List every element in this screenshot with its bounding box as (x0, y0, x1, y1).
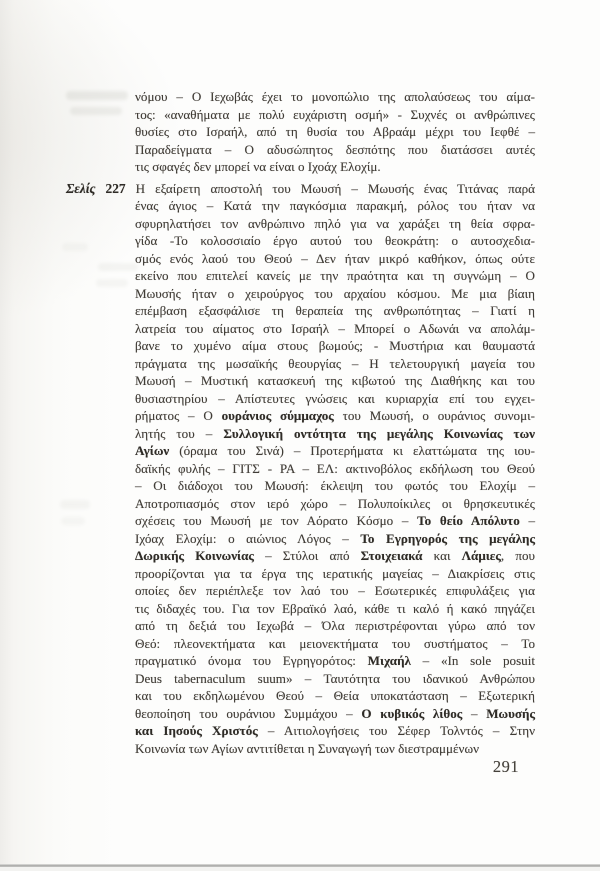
toc-line: προορίζονται για τα έργα της ιερατικής μαγείας – Διακρίσεις στις (135, 565, 535, 581)
toc-line: πράγματα της μωσαϊκής θεουργίας – Η τελετουργική μαγεία του (135, 355, 535, 371)
toc-line: Μωυσής ήταν ο χειρούργος του αρχαίου κόσμου. Με μια βίαιη (135, 285, 535, 301)
toc-line: σμός ενός λαού του Θεού – Δεν ήταν μικρό καθήκον, όπως ούτε (135, 250, 535, 266)
entry-page-ref: 227 (95, 180, 126, 196)
toc-line: σχέσεις του Μωυσή με τον Αόρατο Κόσμο – Το θείο Απόλυτο – (135, 513, 536, 528)
toc-line: πραγματικό όνομα του Εγρηγορότος: Μιχαήλ – «In sole posuit (135, 653, 535, 668)
toc-line: λατρεία του αίματος στο Ισραήλ – Μπορεί ο Αδωνάι να απολάμ- (135, 320, 535, 336)
toc-line: Αποτροπιασμός στον ιερό χώρο – Πολυποίκιλες οι θρησκευτικές (135, 495, 535, 511)
toc-line: και του εκδηλωμένου Θεού – Θεία υποκατάσταση – Εξωτερική (135, 688, 535, 703)
toc-line: Ιχόαχ Ελοχίμ: ο αιώνιος Λόγος – Το Εγρηγορός της μεγάλης (135, 530, 535, 546)
toc-text-column (66, 88, 535, 757)
toc-line: Θεό: πλεονεκτήματα και μειονεκτήματα του συστήματος – Το (135, 635, 535, 651)
toc-line: λητής του – Συλλογική οντότητα της μεγάλης Κοινωνίας των (135, 425, 535, 441)
toc-line: ρήματος – Ο ουράνιος σύμμαχος του Μωυσή, ο ουράνιος συνομι- (135, 408, 535, 423)
toc-block (66, 88, 535, 176)
toc-line: βανε το χυμένο αίμα στους βωμούς; - Μυστήρια και θαυμαστά (135, 338, 535, 353)
toc-line: και Ιησούς Χριστός – Αιτιολογήσεις του Σέφερ Τολντός – Στην (135, 723, 535, 738)
toc-line: γίδα -Το κολοσσιαίο έργο αυτού του θεοκράτη: ο αυτοσχεδια- (135, 233, 535, 248)
toc-line: τις σφαγές δεν μπορεί να είναι ο Ιχοάχ Ελοχίμ. (135, 159, 381, 174)
scanner-edge-below (0, 867, 600, 871)
toc-line: οποίες δεν περιέπλεξε τον λαό του – Εσωτερικές επιφυλάξεις για (135, 583, 535, 598)
toc-line: επέμβαση εξασφάλισε τη θεραπεία της ανθρωπότητας – Γιατί η (135, 303, 535, 318)
toc-line: τος: «αναθήματα με πολύ ευχάριστη οσμή» - Συχνές οι ανθρώπινες (135, 106, 535, 122)
toc-line: Σελίς 227 Η εξαίρετη αποστολή του Μωυσή – Μωυσής ένας Τιτάνας παρά (66, 180, 535, 196)
toc-line: Δωρικής Κοινωνίας – Στύλοι από Στοιχειακά και Λάμιες, που (135, 548, 535, 563)
toc-line: Παραδείγματα – Ο αδυσώπητος δεσπότης που διατάσσει αυτές (135, 141, 535, 157)
toc-line: θυσιαστηρίου – Απίστευτες γνώσεις και κυριαρχία επί του εγχει- (135, 390, 535, 406)
toc-block (66, 180, 535, 758)
toc-line: – Οι διάδοχοι του Μωυσή: έκλειψη του φωτός του Ελοχίμ – (135, 478, 535, 493)
toc-line: Μωυσή – Μυστική κατασκευή της κιβωτού της Διαθήκης και του (135, 373, 535, 388)
toc-line: δαϊκής φυλής – ΓΙΤΣ - ΡΑ – ΕΛ: ακτινοβόλος εκδήλωση του Θεού (135, 460, 535, 476)
toc-line: νόμου – Ο Ιεχωβάς έχει το μονοπώλιο της απολαύσεως του αίμα- (135, 89, 535, 104)
toc-line: τις διδαχές του. Για τον Εβραϊκό λαό, κάθε τι καλό ή κακό πηγάζει (135, 600, 535, 616)
toc-line: Κοινωνία των Αγίων αντιτίθεται η Συναγωγή των διεστραμμένων (135, 740, 479, 756)
toc-line: θεοποίηση του ουράνιου Συμμάχου – Ο κυβικός λίθος – Μωυσής (135, 705, 535, 721)
toc-line: Deus tabernaculum suum» – Ταυτότητα του ιδανικού Ανθρώπου (135, 670, 535, 686)
toc-line: θυσίες στο Ισραήλ, από τη θυσία του Αβραάμ μέχρι του Ιεφθέ – (135, 124, 535, 139)
toc-line: εκείνο που επιτελεί κανείς με την πραότητα και τη συγνώμη – Ο (135, 268, 535, 283)
toc-line: ένας άγιος – Κατά την παγκόσμια παρακμή, ρόλος του ήταν να (135, 198, 535, 213)
entry-label: Σελίς (66, 180, 96, 196)
toc-line: Αγίων (όραμα του Σινά) – Προτερήματα κι ελαττώματα της ιου- (135, 443, 535, 458)
toc-line: από τη δεξιά του Ιεχωβά – Όλα περιστρέφονται γύρω από τον (135, 618, 535, 633)
toc-line: σφυρηλατήσει τον ανθρώπινο πηλό για να χαράξει τη θεία σφρα- (135, 215, 535, 231)
page-number: 291 (492, 757, 520, 776)
